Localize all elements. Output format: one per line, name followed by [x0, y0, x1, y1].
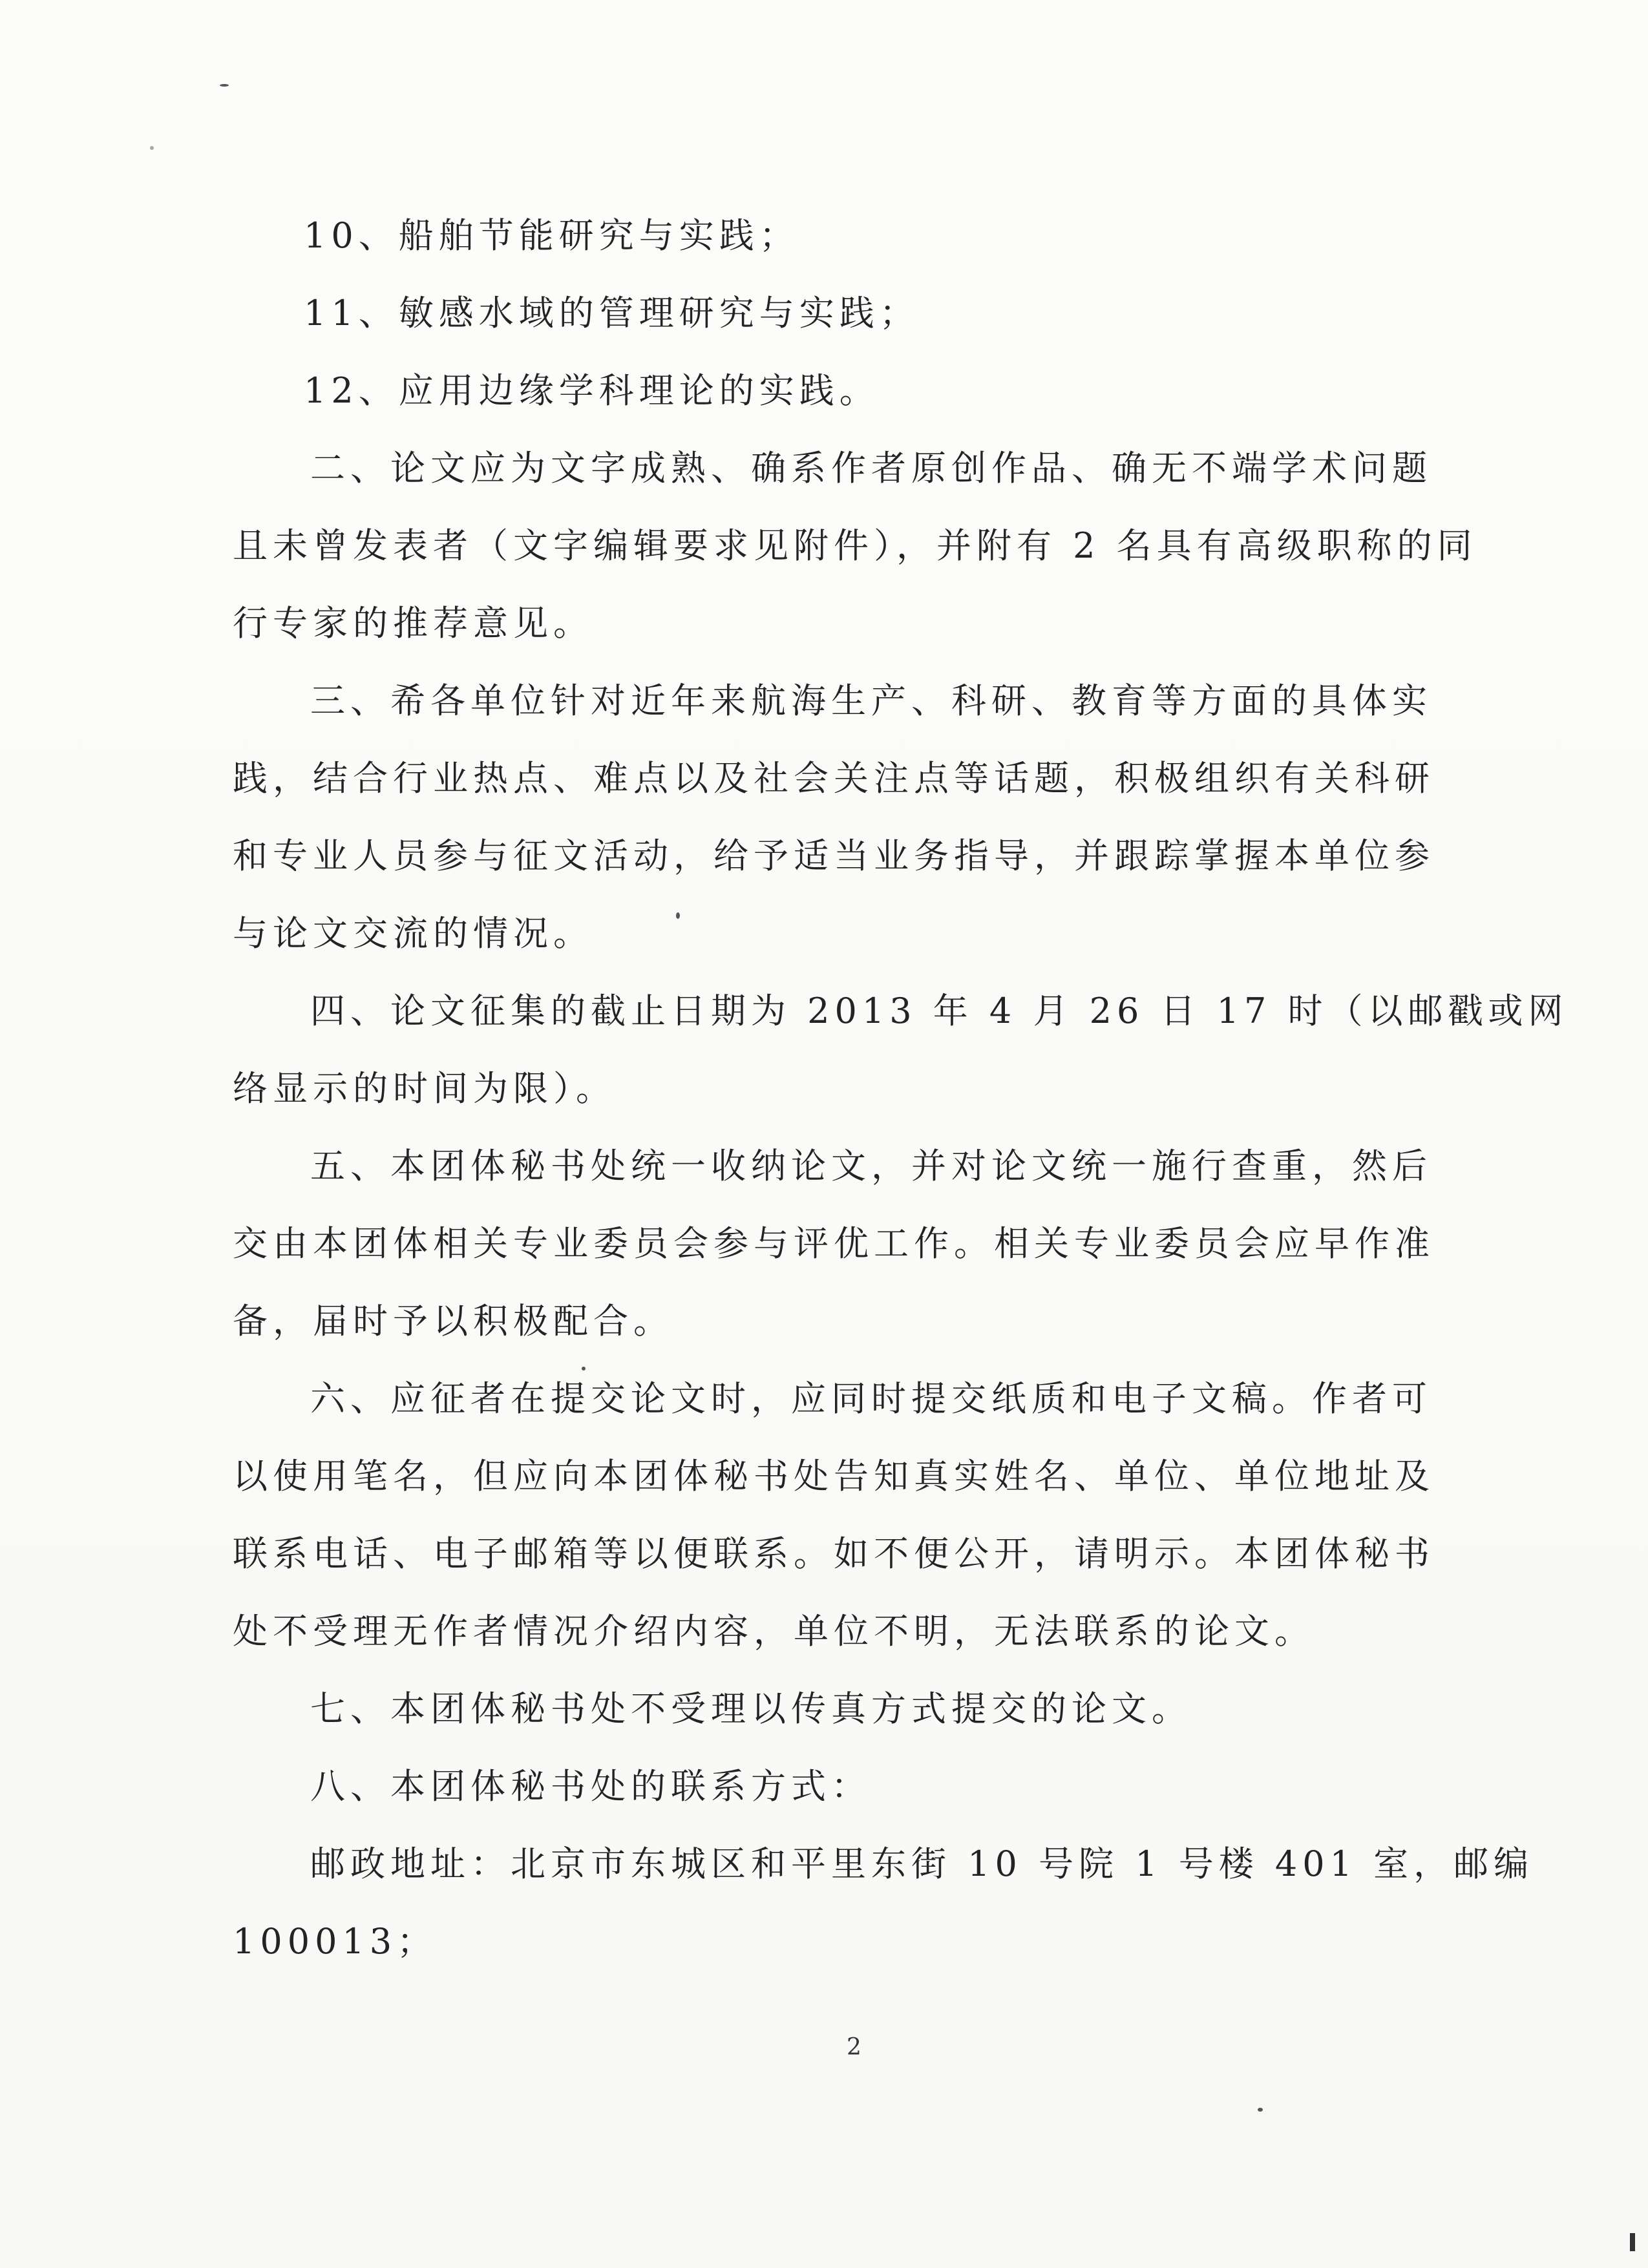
paragraph-2-requirements [233, 430, 1477, 662]
scan-speck [1258, 2108, 1263, 2112]
text-line: 七、本团体秘书处不受理以传真方式提交的论文。 [310, 1688, 1192, 1729]
text-line: 和专业人员参与征文活动，给予适当业务指导，并跟踪掌握本单位参 [233, 835, 1435, 876]
text-line: 联系电话、电子邮箱等以便联系。如不便公开，请明示。本团体秘书 [233, 1533, 1435, 1574]
scan-edge-mark [1630, 2233, 1635, 2251]
text-line: 三、希各单位针对近年来航海生产、科研、教育等方面的具体实 [310, 680, 1432, 721]
text-line: 四、论文征集的截止日期为 2013 年 4 月 26 日 17 时（以邮戳或网 [310, 991, 1569, 1031]
text-line: 处不受理无作者情况介绍内容，单位不明，无法联系的论文。 [233, 1611, 1315, 1652]
paragraph-6-submission [233, 1360, 1448, 1670]
list-item: 12、应用边缘学科理论的实践。 [304, 370, 880, 411]
paragraph-8-contact [233, 1748, 1448, 1825]
paragraph-7-fax [233, 1670, 1448, 1748]
text-line: 100013； [233, 1921, 438, 1962]
text-line: 与论文交流的情况。 [233, 913, 593, 954]
list-item: 11、敏感水域的管理研究与实践； [304, 293, 920, 333]
paragraph-4-deadline [233, 972, 1569, 1128]
text-line: 备，届时予以积极配合。 [233, 1301, 673, 1341]
text-line: 以使用笔名，但应向本团体秘书处告知真实姓名、单位、单位地址及 [233, 1456, 1435, 1496]
text-line: 八、本团体秘书处的联系方式： [310, 1766, 871, 1807]
text-line: 五、本团体秘书处统一收纳论文，并对论文统一施行查重，然后 [310, 1146, 1432, 1186]
scan-speck [150, 146, 154, 150]
paragraph-5-review [233, 1128, 1448, 1360]
text-line: 邮政地址：北京市东城区和平里东街 10 号院 1 号楼 401 室，邮编 [310, 1843, 1534, 1884]
scan-speck [220, 84, 229, 87]
topic-list [233, 197, 1448, 430]
scan-speck [676, 912, 680, 919]
text-line: 践，结合行业热点、难点以及社会关注点等话题，积极组织有关科研 [233, 758, 1435, 799]
text-line: 交由本团体相关专业委员会参与评优工作。相关专业委员会应早作准 [233, 1223, 1435, 1264]
text-line: 行专家的推荐意见。 [233, 603, 593, 644]
text-line: 六、应征者在提交论文时，应同时提交纸质和电子文稿。作者可 [310, 1378, 1432, 1419]
page-number: 2 [847, 2034, 861, 2061]
postal-address [233, 1825, 1534, 1980]
text-line: 二、论文应为文字成熟、确系作者原创作品、确无不端学术问题 [310, 448, 1432, 488]
list-item: 10、船舶节能研究与实践； [304, 215, 799, 256]
scan-speck [582, 1367, 586, 1370]
text-line: 且未曾发表者（文字编辑要求见附件），并附有 2 名具有高级职称的同 [233, 525, 1477, 566]
document-body [233, 197, 1569, 1980]
text-line: 络显示的时间为限）。 [233, 1068, 616, 1109]
paragraph-3-organization [233, 662, 1448, 972]
